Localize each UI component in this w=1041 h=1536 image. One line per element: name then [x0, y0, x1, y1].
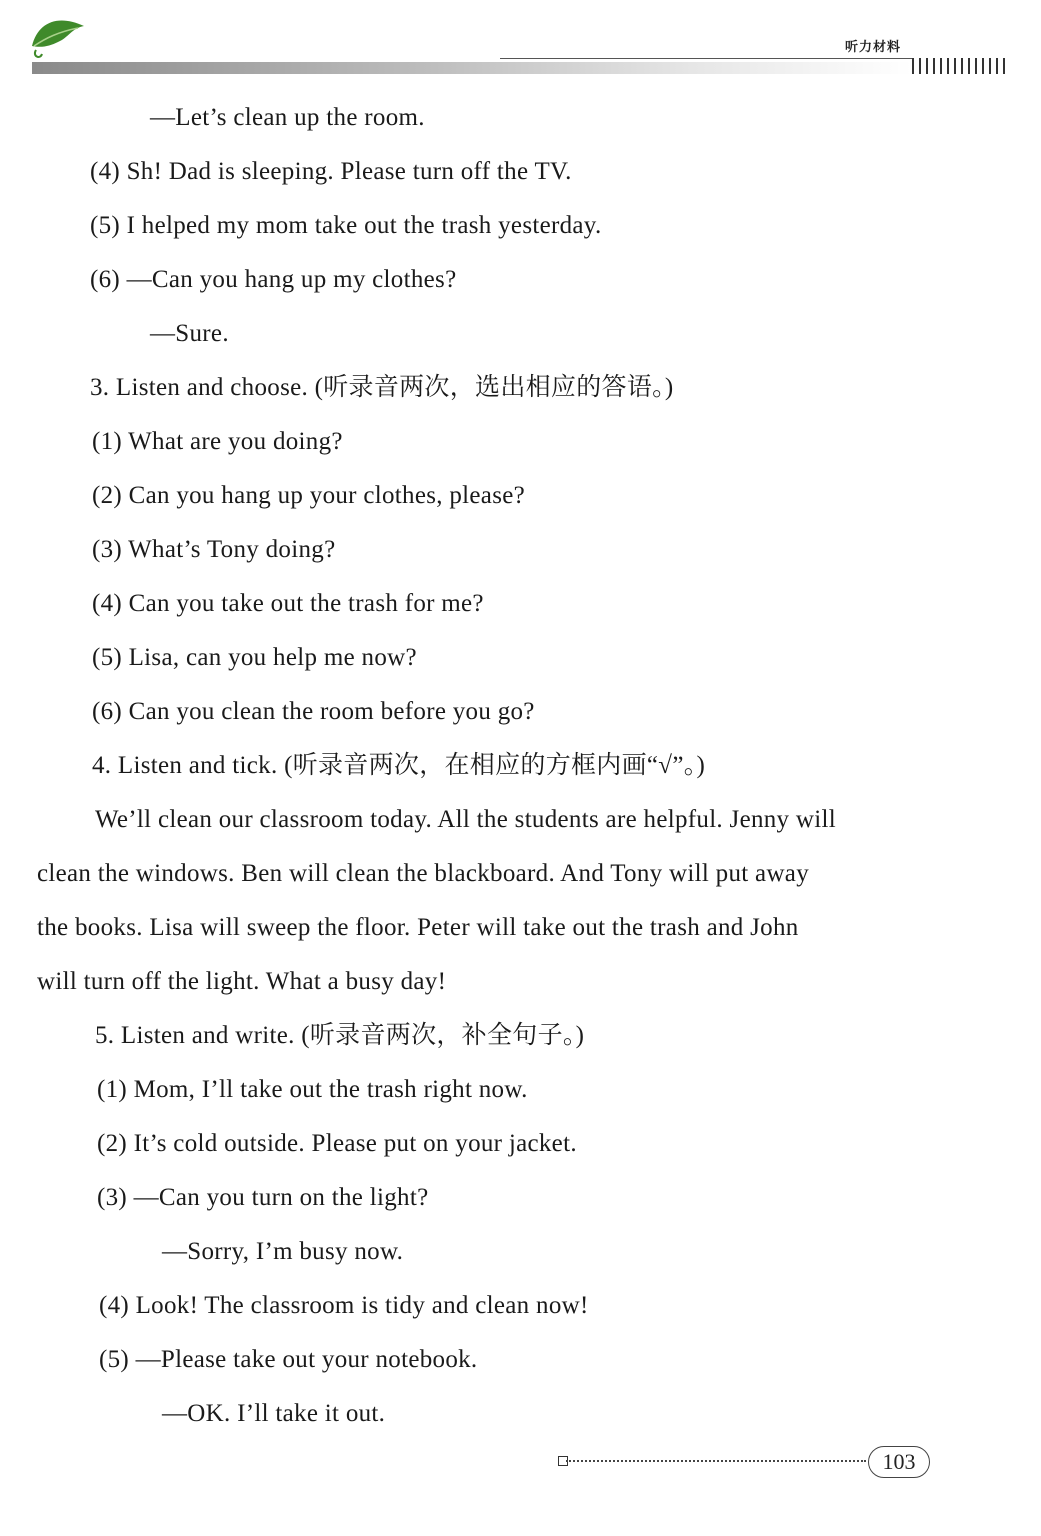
text-line: —OK. I’ll take it out. — [162, 1400, 386, 1427]
text-line: (4) Can you take out the trash for me? — [92, 590, 484, 617]
paragraph-line: clean the windows. Ben will clean the blackboard. And Tony will put away — [37, 860, 809, 887]
text-line: (3) —Can you turn on the light? — [97, 1184, 429, 1211]
section-heading: 3. Listen and choose. (听录音两次，选出相应的答语。) — [90, 374, 674, 401]
section-heading: 4. Listen and tick. (听录音两次，在相应的方框内画“√”。) — [92, 752, 706, 779]
text-line: —Sorry, I’m busy now. — [162, 1238, 404, 1265]
text-line: (5) Lisa, can you help me now? — [92, 644, 417, 671]
paragraph-line: We’ll clean our classroom today. All the students are helpful. Jenny will — [95, 806, 837, 833]
page-header — [0, 0, 1041, 90]
text-line: (5) —Please take out your notebook. — [99, 1346, 478, 1373]
text-line: (6) —Can you hang up my clothes? — [90, 266, 457, 293]
header-gradient-bar — [32, 62, 912, 74]
text-line: (2) It’s cold outside. Please put on your jacket. — [97, 1130, 577, 1157]
section-label: 听力材料 — [845, 40, 902, 55]
text-line: —Sure. — [150, 320, 229, 347]
section-heading: 5. Listen and write. (听录音两次，补全句子。) — [95, 1022, 585, 1049]
paragraph-line: the books. Lisa will sweep the floor. Peter will take out the trash and John — [37, 914, 799, 941]
text-line: (3) What’s Tony doing? — [92, 536, 336, 563]
text-line: (4) Sh! Dad is sleeping. Please turn off the TV. — [90, 158, 572, 185]
page-number: 103 — [868, 1446, 930, 1478]
text-line: (1) What are you doing? — [92, 428, 343, 455]
text-line: —Let’s clean up the room. — [150, 104, 425, 131]
barcode-decoration — [912, 58, 1008, 74]
text-line: (1) Mom, I’ll take out the trash right now. — [97, 1076, 528, 1103]
text-line: (5) I helped my mom take out the trash yesterday. — [90, 212, 602, 239]
text-line: (2) Can you hang up your clothes, please? — [92, 482, 526, 509]
footer-dotted-rule — [566, 1460, 866, 1462]
leaf-logo-icon — [28, 12, 88, 62]
paragraph-line: will turn off the light. What a busy day! — [37, 968, 447, 995]
header-rule — [500, 58, 920, 59]
text-line: (6) Can you clean the room before you go? — [92, 698, 535, 725]
text-line: (4) Look! The classroom is tidy and clean now! — [99, 1292, 589, 1319]
